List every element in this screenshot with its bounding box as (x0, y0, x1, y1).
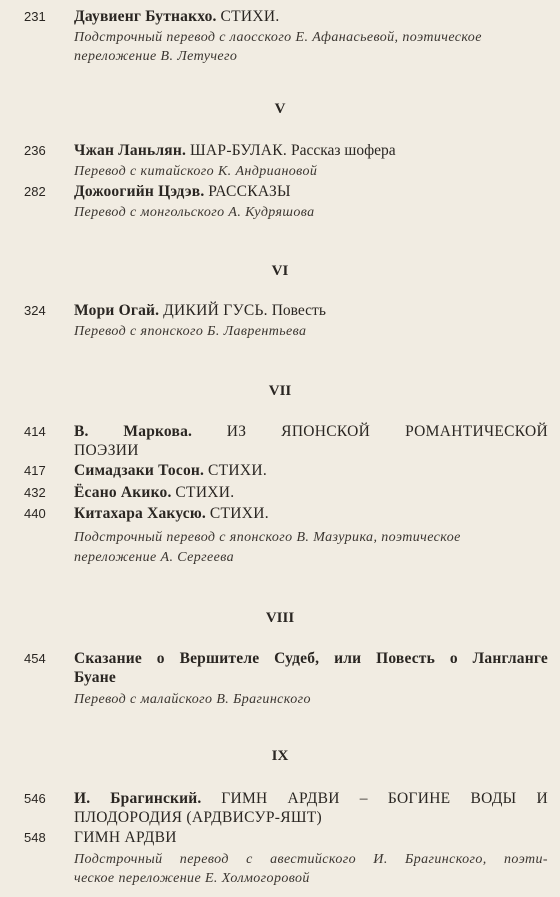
section-heading: V (274, 101, 286, 117)
author-name: Даувиенг Бутнакхо. (74, 8, 217, 25)
section-heading: VII (268, 383, 292, 399)
author-name: Китахара Хакусю. (74, 505, 206, 522)
translator-line: переложение В. Летучего (74, 49, 238, 64)
work-title: ГИМН АРДВИ – БОГИНЕ ВОДЫ И (221, 790, 548, 807)
page-number: 324 (24, 303, 46, 318)
work-title: СТИХИ. (209, 505, 269, 522)
work-title: СТИХИ. (220, 8, 280, 25)
entry-heading (74, 183, 548, 201)
work-title: Сказание о Вершителе Судеб, или Повесть о Лангланге (74, 650, 548, 667)
entry-heading (74, 484, 548, 502)
work-title: ШАР-БУЛАК. (189, 142, 288, 159)
author-name: Симадзаки Тосон. (74, 462, 205, 479)
section-heading: IX (271, 748, 289, 764)
work-subtitle: Повесть (271, 302, 326, 319)
page-number: 454 (24, 651, 46, 666)
translator-line: Перевод с китайского К. Андриановой (74, 164, 318, 179)
section-heading: VIII (265, 610, 295, 626)
entry-heading (74, 505, 548, 523)
work-title-continued: Буане (74, 669, 116, 686)
entry-heading (74, 8, 548, 26)
work-title: ИЗ ЯПОНСКОЙ РОМАНТИЧЕСКОЙ (226, 423, 549, 440)
entry-heading (74, 423, 548, 441)
work-title-continued: ПОЭЗИИ (74, 442, 139, 459)
work-title-continued: ПЛОДОРОДИЯ (АРДВИСУР-ЯШТ) (74, 809, 323, 826)
translator-line: Подстрочный перевод с лаосского Е. Афанасьевой, поэтическое (74, 30, 482, 45)
section-heading: VI (271, 263, 289, 279)
page-number: 282 (24, 184, 46, 199)
page-number: 231 (24, 9, 46, 24)
entry-heading (74, 302, 548, 320)
author-name: В. Маркова. (74, 423, 193, 440)
author-name: Чжан Ланьлян. (74, 142, 187, 159)
entry-heading (74, 462, 548, 480)
author-name: Ёсано Акико. (74, 484, 172, 501)
entry-heading (74, 790, 548, 808)
work-title: ГИМН АРДВИ (74, 829, 177, 846)
page-number: 417 (24, 463, 46, 478)
work-title: РАССКАЗЫ (208, 183, 291, 200)
entry-heading (74, 142, 548, 160)
page-number: 414 (24, 424, 46, 439)
page-number: 440 (24, 506, 46, 521)
work-subtitle: Рассказ шофера (290, 142, 396, 159)
work-title: СТИХИ. (207, 462, 268, 479)
translator-line: ческое переложение Е. Холмогоровой (74, 871, 310, 886)
translator-line: Подстрочный перевод с авестийского И. Брагинского, поэти- (74, 852, 548, 867)
author-name: Мори Огай. (74, 302, 160, 319)
work-title: СТИХИ. (175, 484, 235, 501)
author-name: Дожоогийн Цэдэв. (74, 183, 205, 200)
translator-line: Перевод с японского Б. Лаврентьева (74, 324, 307, 339)
page-number: 546 (24, 791, 46, 806)
translator-line: Перевод с монгольского А. Кудряшова (74, 205, 315, 220)
page-number: 236 (24, 143, 46, 158)
page-number: 548 (24, 830, 46, 845)
work-title: ДИКИЙ ГУСЬ. (163, 302, 268, 319)
author-name: И. Брагинский. (74, 790, 202, 807)
page-number: 432 (24, 485, 46, 500)
translator-line: переложение А. Сергеева (74, 550, 234, 565)
translator-line: Перевод с малайского В. Брагинского (74, 692, 311, 707)
translator-line: Подстрочный перевод с японского В. Мазурика, поэтическое (74, 530, 461, 545)
